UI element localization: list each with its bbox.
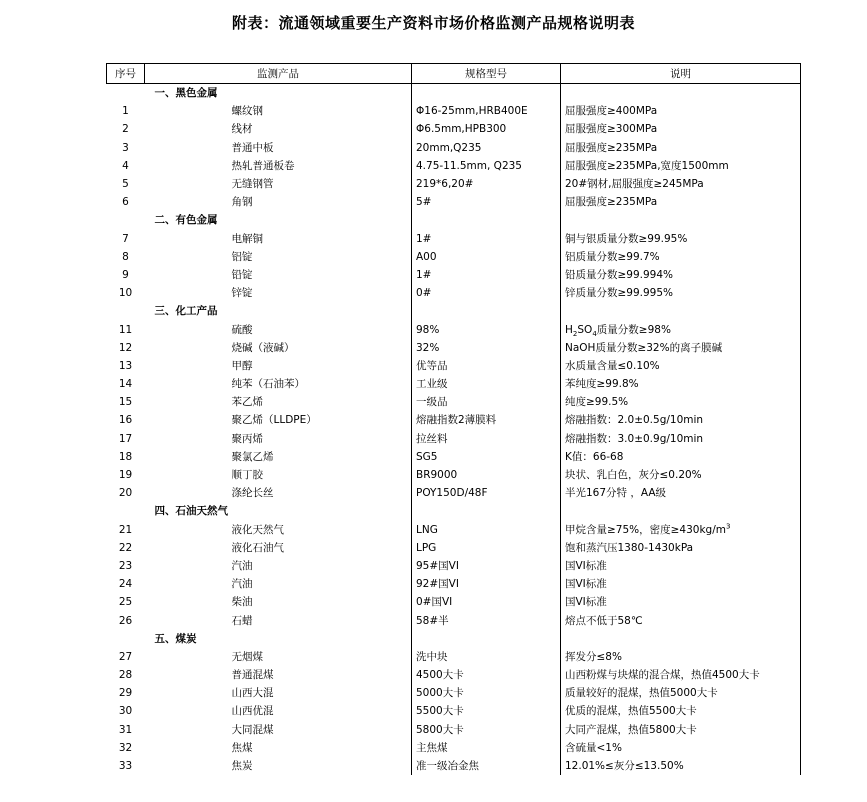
row-index: 28 xyxy=(118,669,133,682)
row-spec: LNG xyxy=(412,521,561,539)
category-spec-cell xyxy=(412,84,561,103)
row-index: 5 xyxy=(122,178,129,191)
row-description: 含硫量<1% xyxy=(561,739,801,757)
row-index: 23 xyxy=(118,559,133,572)
row-spec: 拉丝料 xyxy=(412,430,561,448)
category-index-cell xyxy=(107,302,145,320)
description-part: 4 xyxy=(592,329,597,338)
row-product: 聚丙烯 xyxy=(231,432,263,445)
table-row xyxy=(107,266,801,284)
row-spec: 98% xyxy=(412,320,561,338)
category-name: 一、黑色金属 xyxy=(154,87,218,100)
row-index: 21 xyxy=(118,523,133,536)
table-row xyxy=(107,721,801,739)
header-product: 监测产品 xyxy=(145,64,412,84)
row-spec: 准一级冶金焦 xyxy=(412,757,561,775)
row-spec: 4.75-11.5mm, Q235 xyxy=(412,157,561,175)
table-row xyxy=(107,593,801,611)
row-index: 1 xyxy=(122,105,129,118)
row-product: 山西优混 xyxy=(231,705,274,718)
row-spec: 5000大卡 xyxy=(412,684,561,702)
row-spec: 1# xyxy=(412,230,561,248)
row-description: 铝质量分数≥99.7% xyxy=(561,248,801,266)
row-spec: LPG xyxy=(412,539,561,557)
row-description: 屈服强度≥400MPa xyxy=(561,102,801,120)
row-index: 26 xyxy=(118,614,133,627)
category-desc-cell xyxy=(561,211,801,229)
row-description: 国VI标准 xyxy=(561,557,801,575)
row-spec: POY150D/48F xyxy=(412,484,561,502)
row-description: 国VI标准 xyxy=(561,593,801,611)
category-name: 五、煤炭 xyxy=(154,632,197,645)
row-index: 17 xyxy=(118,432,133,445)
row-product: 烧碱（液碱） xyxy=(231,341,295,354)
row-description: 国VI标准 xyxy=(561,575,801,593)
table-row xyxy=(107,484,801,502)
category-index-cell xyxy=(107,211,145,229)
table-row xyxy=(107,430,801,448)
row-spec: SG5 xyxy=(412,448,561,466)
table-row xyxy=(107,684,801,702)
row-spec: Φ16-25mm,HRB400E xyxy=(412,102,561,120)
row-index: 13 xyxy=(118,359,133,372)
row-index: 2 xyxy=(122,123,129,136)
row-product: 焦炭 xyxy=(231,760,253,773)
row-spec: 1# xyxy=(412,266,561,284)
row-index: 7 xyxy=(122,232,129,245)
description-part: 甲烷含量≥75%，密度≥430kg/m xyxy=(565,523,726,536)
row-spec: A00 xyxy=(412,248,561,266)
table-row xyxy=(107,648,801,666)
row-product: 电解铜 xyxy=(231,232,263,245)
row-product: 涤纶长丝 xyxy=(231,487,274,500)
table-row xyxy=(107,230,801,248)
category-index-cell xyxy=(107,502,145,520)
row-product: 螺纹钢 xyxy=(231,105,263,118)
row-index: 33 xyxy=(118,760,133,773)
category-spec-cell xyxy=(412,502,561,520)
category-spec-cell xyxy=(412,630,561,648)
header-spec: 规格型号 xyxy=(412,64,561,84)
header-index: 序号 xyxy=(107,64,145,84)
row-product: 无缝钢管 xyxy=(231,178,274,191)
category-row xyxy=(107,211,801,229)
row-product: 铝锭 xyxy=(231,250,253,263)
row-description: 块状、乳白色，灰分≤0.20% xyxy=(561,466,801,484)
table-row xyxy=(107,557,801,575)
row-product: 角钢 xyxy=(231,196,253,209)
row-spec: 熔融指数2薄膜料 xyxy=(412,411,561,429)
row-spec: 5# xyxy=(412,193,561,211)
row-description: 饱和蒸汽压1380-1430kPa xyxy=(561,539,801,557)
category-desc-cell xyxy=(561,84,801,103)
table-row xyxy=(107,466,801,484)
row-spec: Φ6.5mm,HPB300 xyxy=(412,120,561,138)
table-row xyxy=(107,339,801,357)
table-row xyxy=(107,157,801,175)
category-desc-cell xyxy=(561,302,801,320)
row-spec: 5500大卡 xyxy=(412,702,561,720)
row-index: 8 xyxy=(122,250,129,263)
row-product: 无烟煤 xyxy=(231,650,263,663)
row-product: 硫酸 xyxy=(231,323,253,336)
row-product: 汽油 xyxy=(231,578,253,591)
description-part: 质量分数≥98% xyxy=(596,323,671,336)
row-description: 屈服强度≥235MPa,宽度1500mm xyxy=(561,157,801,175)
row-description: 纯度≥99.5% xyxy=(561,393,801,411)
row-spec: 0# xyxy=(412,284,561,302)
row-product: 线材 xyxy=(231,123,253,136)
row-product: 顺丁胶 xyxy=(231,469,263,482)
table-header-row xyxy=(107,64,801,84)
category-name: 二、有色金属 xyxy=(154,214,218,227)
row-index: 10 xyxy=(118,287,133,300)
category-index-cell xyxy=(107,84,145,103)
row-product: 石蜡 xyxy=(231,614,253,627)
table-row xyxy=(107,357,801,375)
category-row xyxy=(107,84,801,103)
row-spec: 58#半 xyxy=(412,611,561,629)
row-index: 11 xyxy=(118,323,133,336)
table-row xyxy=(107,193,801,211)
row-product: 液化石油气 xyxy=(231,541,284,554)
row-description: 优质的混煤，热值5500大卡 xyxy=(561,702,801,720)
row-description: 水质量含量≤0.10% xyxy=(561,357,801,375)
row-product: 液化天然气 xyxy=(231,523,284,536)
row-spec: 优等品 xyxy=(412,357,561,375)
table-row xyxy=(107,139,801,157)
category-desc-cell xyxy=(561,502,801,520)
row-index: 30 xyxy=(118,705,133,718)
row-spec: 5800大卡 xyxy=(412,721,561,739)
row-description: 质量较好的混煤，热值5000大卡 xyxy=(561,684,801,702)
table-row xyxy=(107,175,801,193)
row-spec: 92#国VI xyxy=(412,575,561,593)
row-index: 3 xyxy=(122,141,129,154)
row-spec: 洗中块 xyxy=(412,648,561,666)
description-part: 3 xyxy=(726,522,731,531)
row-product: 普通混煤 xyxy=(231,669,274,682)
row-index: 18 xyxy=(118,450,133,463)
description-part: 2 xyxy=(572,329,578,338)
row-description: 熔融指数：3.0±0.9g/10min xyxy=(561,430,801,448)
table-row xyxy=(107,575,801,593)
category-row xyxy=(107,502,801,520)
row-product: 聚氯乙烯 xyxy=(231,450,274,463)
row-product: 纯苯（石油苯） xyxy=(231,378,305,391)
row-index: 19 xyxy=(118,469,133,482)
row-product: 铅锭 xyxy=(231,268,253,281)
row-index: 31 xyxy=(118,723,133,736)
row-description: K值：66-68 xyxy=(561,448,801,466)
row-product: 苯乙烯 xyxy=(231,396,263,409)
row-index: 16 xyxy=(118,414,133,427)
row-index: 20 xyxy=(118,487,133,500)
row-description: 苯纯度≥99.8% xyxy=(561,375,801,393)
row-product: 焦煤 xyxy=(231,741,253,754)
table-body xyxy=(107,84,801,776)
row-product: 大同混煤 xyxy=(231,723,274,736)
row-product: 柴油 xyxy=(231,596,253,609)
row-spec: 工业级 xyxy=(412,375,561,393)
row-index: 25 xyxy=(118,596,133,609)
row-description xyxy=(561,521,801,539)
table-row xyxy=(107,702,801,720)
row-description: 屈服强度≥300MPa xyxy=(561,120,801,138)
category-row xyxy=(107,302,801,320)
category-name: 四、石油天然气 xyxy=(154,505,228,518)
row-index: 24 xyxy=(118,578,133,591)
table-row xyxy=(107,411,801,429)
row-description: NaOH质量分数≥32%的离子膜碱 xyxy=(561,339,801,357)
row-spec: 219*6,20# xyxy=(412,175,561,193)
row-index: 32 xyxy=(118,741,133,754)
row-index: 6 xyxy=(122,196,129,209)
row-index: 14 xyxy=(118,378,133,391)
row-spec: 一级品 xyxy=(412,393,561,411)
row-description: 山西粉煤与块煤的混合煤，热值4500大卡 xyxy=(561,666,801,684)
row-description: 铅质量分数≥99.994% xyxy=(561,266,801,284)
page-title: 附表：流通领域重要生产资料市场价格监测产品规格说明表 xyxy=(231,14,635,32)
row-index: 4 xyxy=(122,159,129,172)
row-index: 27 xyxy=(118,650,133,663)
description-part: H xyxy=(565,323,573,336)
table-row xyxy=(107,248,801,266)
table-row xyxy=(107,284,801,302)
spec-table xyxy=(106,63,801,775)
row-description: 熔点不低于58℃ xyxy=(561,611,801,629)
table-row xyxy=(107,739,801,757)
category-index-cell xyxy=(107,630,145,648)
row-product: 普通中板 xyxy=(231,141,274,154)
row-spec: BR9000 xyxy=(412,466,561,484)
category-name: 三、化工产品 xyxy=(154,305,218,318)
row-product: 山西大混 xyxy=(231,687,274,700)
category-row xyxy=(107,630,801,648)
category-spec-cell xyxy=(412,211,561,229)
category-desc-cell xyxy=(561,630,801,648)
table-row xyxy=(107,666,801,684)
row-spec: 20mm,Q235 xyxy=(412,139,561,157)
table-row xyxy=(107,393,801,411)
row-description: 12.01%≤灰分≤13.50% xyxy=(561,757,801,775)
row-description: 挥发分≤8% xyxy=(561,648,801,666)
row-spec: 4500大卡 xyxy=(412,666,561,684)
row-product: 锌锭 xyxy=(231,287,253,300)
row-index: 22 xyxy=(118,541,133,554)
row-spec: 95#国VI xyxy=(412,557,561,575)
table-row xyxy=(107,375,801,393)
table-row xyxy=(107,539,801,557)
row-product: 汽油 xyxy=(231,559,253,572)
row-spec: 主焦煤 xyxy=(412,739,561,757)
row-description: 熔融指数：2.0±0.5g/10min xyxy=(561,411,801,429)
row-spec: 32% xyxy=(412,339,561,357)
row-description xyxy=(561,320,801,338)
table-row xyxy=(107,320,801,338)
table-row xyxy=(107,448,801,466)
header-description: 说明 xyxy=(561,64,801,84)
table-row xyxy=(107,757,801,775)
table-row xyxy=(107,521,801,539)
row-description: 屈服强度≥235MPa xyxy=(561,139,801,157)
row-description: 大同产混煤，热值5800大卡 xyxy=(561,721,801,739)
table-row xyxy=(107,102,801,120)
row-description: 屈服强度≥235MPa xyxy=(561,193,801,211)
row-product: 聚乙烯（LLDPE） xyxy=(231,414,317,427)
row-spec: 0#国VI xyxy=(412,593,561,611)
row-description: 半光167分特 ，AA级 xyxy=(561,484,801,502)
table-row xyxy=(107,611,801,629)
table-row xyxy=(107,120,801,138)
category-spec-cell xyxy=(412,302,561,320)
description-part: SO xyxy=(577,323,593,336)
row-product: 甲醇 xyxy=(231,359,253,372)
row-index: 9 xyxy=(122,268,129,281)
row-description: 20#钢材,屈服强度≥245MPa xyxy=(561,175,801,193)
row-index: 15 xyxy=(118,396,133,409)
row-product: 热轧普通板卷 xyxy=(231,159,295,172)
row-index: 29 xyxy=(118,687,133,700)
row-description: 铜与银质量分数≥99.95% xyxy=(561,230,801,248)
row-description: 锌质量分数≥99.995% xyxy=(561,284,801,302)
row-index: 12 xyxy=(118,341,133,354)
